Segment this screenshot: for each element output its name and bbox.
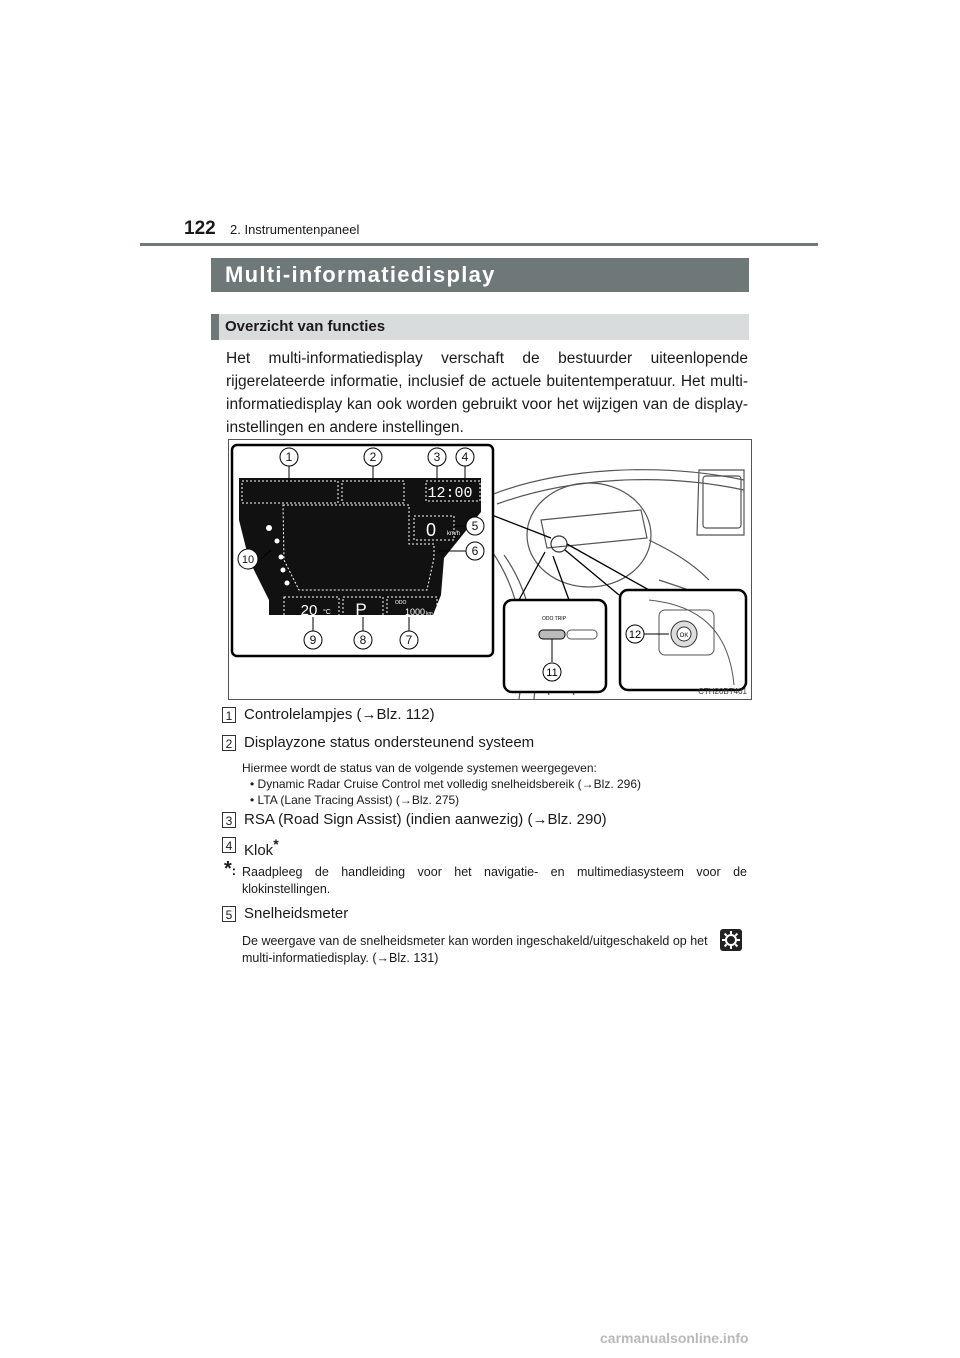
footnote-star: *: [224, 858, 232, 880]
item-note: Hiermee wordt de status van de volgende systemen weergegeven:: [242, 761, 597, 775]
temperature-readout: 20: [300, 602, 318, 619]
callout-10: 10: [241, 554, 255, 566]
item-number: 2: [222, 735, 236, 751]
bullet-item: • LTA (Lane Tracing Assist) (→Blz. 275): [250, 793, 460, 807]
page-number: 122: [184, 218, 216, 239]
odo-trip-label: ODO TRIP: [541, 616, 567, 622]
subsection-title: Overzicht van functies: [211, 314, 749, 340]
figure-illustration: [229, 440, 751, 699]
callout-4: 4: [461, 450, 469, 464]
item-note: De weergave van de snelheidsmeter kan worden ingeschakeld/uitgeschakeld op het multi-informatiedisplay. (→Blz. 131): [242, 934, 708, 965]
section-title: Multi-informatiedisplay: [211, 258, 749, 292]
callout-6: 6: [471, 544, 479, 558]
odo-readout: 1000: [404, 607, 426, 617]
callout-7: 7: [405, 633, 413, 647]
gear-readout: P: [355, 600, 367, 619]
ok-button-label: OK: [679, 633, 689, 639]
footnote-marker: *: [273, 836, 279, 852]
item-text: Klok: [244, 842, 274, 859]
odo-unit: km: [426, 611, 433, 617]
item-text: Controlelampjes (→Blz. 112): [244, 706, 435, 723]
gear-icon: [720, 929, 742, 951]
figure-code: CTH20BT401: [698, 687, 747, 696]
callout-5: 5: [471, 519, 479, 533]
item-text: Displayzone status ondersteunend systeem: [244, 734, 535, 751]
watermark: carmanualsonline.info: [600, 1330, 749, 1346]
callout-9: 9: [309, 633, 317, 647]
item-number: 1: [222, 707, 236, 723]
callout-11: 11: [546, 667, 558, 679]
callout-2: 2: [369, 450, 377, 464]
temperature-unit: °C: [323, 609, 331, 616]
figure-instrument-panel: [228, 439, 752, 700]
item-number: 4: [222, 837, 236, 853]
callout-12: 12: [628, 629, 642, 641]
footnote-colon: :: [231, 863, 237, 878]
callout-3: 3: [433, 450, 441, 464]
speed-unit: km/h: [447, 531, 461, 537]
item-text: Snelheidsmeter: [244, 905, 349, 922]
chapter-title: 2. Instrumentenpaneel: [230, 222, 360, 237]
item-text: RSA (Road Sign Assist) (indien aanwezig) (→Blz. 290): [244, 811, 607, 828]
callout-8: 8: [359, 633, 367, 647]
clock-readout: 12:00: [427, 485, 473, 502]
intro-paragraph: Het multi-informatiedisplay verschaft de bestuurder uiteenlopende rijgerelateerde informatie, inclusief de actuele buitentemperatuur. Het multi-informatiedisplay kan ook worden gebruikt voor het wijzigen van de display-instellingen en andere instellingen.: [226, 350, 748, 436]
item-number: 3: [222, 812, 236, 828]
header-rule: [140, 243, 818, 246]
bullet-item: • Dynamic Radar Cruise Control met volledig snelheidsbereik (→Blz. 296): [250, 777, 642, 791]
footnote-text: Raadpleeg de handleiding voor het navigatie- en multimediasysteem voor de klokinstellingen.: [242, 865, 747, 896]
callout-1: 1: [285, 450, 293, 464]
speed-readout: 0: [425, 520, 437, 540]
item-number: 5: [222, 906, 236, 922]
odo-label: ODO: [395, 600, 407, 606]
